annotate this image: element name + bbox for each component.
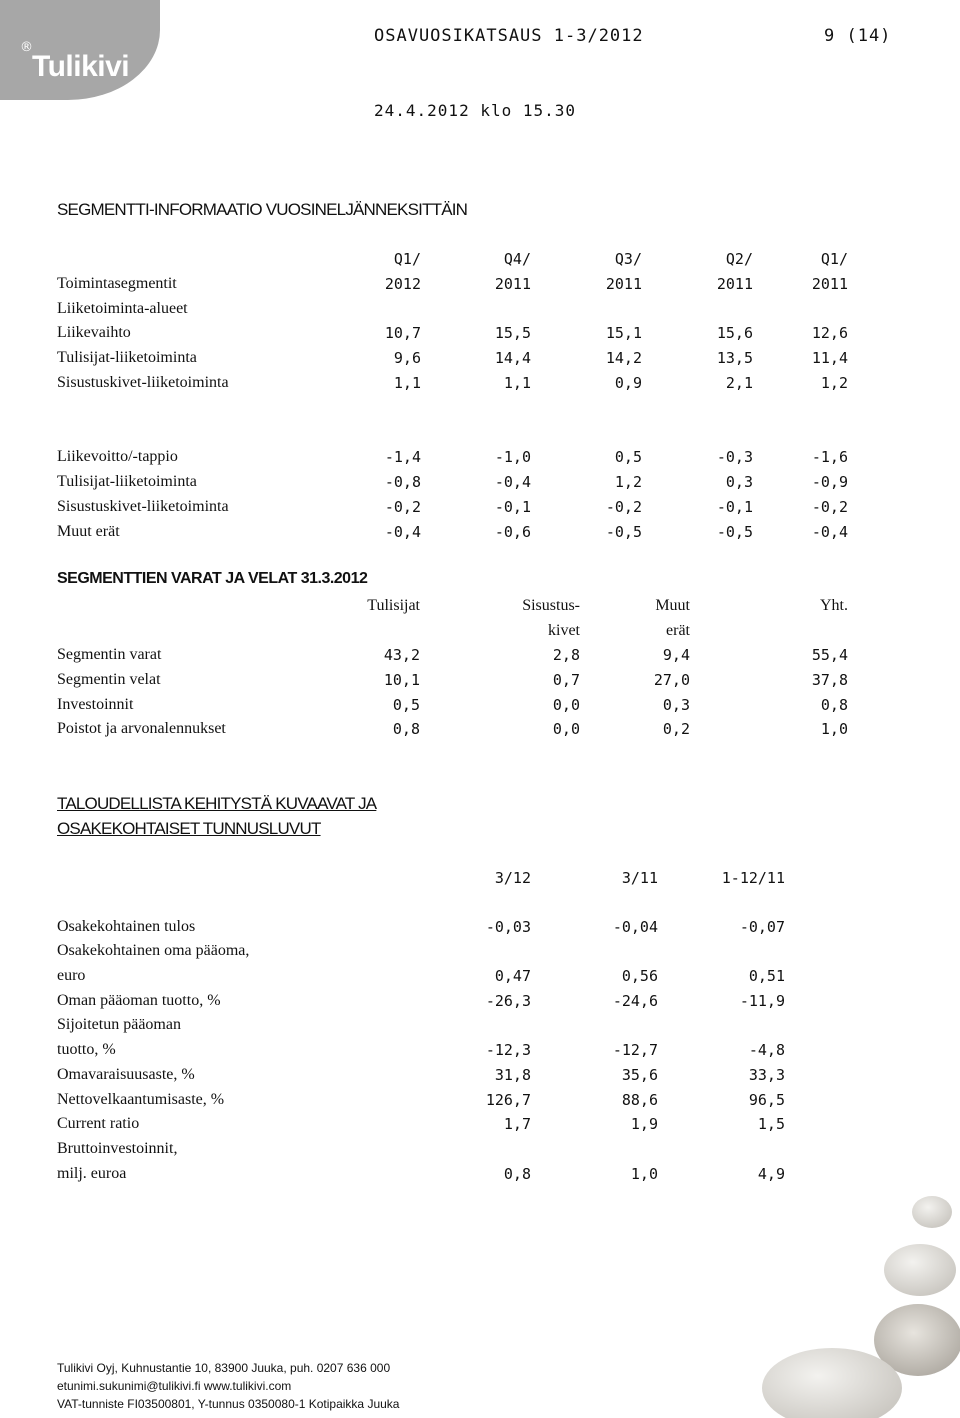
row-label: Sijoitetun pääoman — [57, 1016, 181, 1033]
table-cell: -0,2 — [811, 498, 848, 516]
table-cell: 13,5 — [716, 349, 753, 367]
table-cell: -0,2 — [384, 498, 421, 516]
table-cell: 0,47 — [494, 967, 531, 985]
table-cell: 0,8 — [392, 720, 420, 738]
row-label: Segmentin velat — [57, 671, 161, 688]
table-cell: -1,6 — [811, 448, 848, 466]
row-label: Bruttoinvestoinnit, — [57, 1140, 178, 1157]
row-label: Oman pääoman tuotto, % — [57, 992, 221, 1009]
table-cell: 1,1 — [393, 374, 421, 392]
table-cell: 14,2 — [605, 349, 642, 367]
column-header: 2011 — [605, 275, 642, 293]
table-cell: 0,3 — [662, 696, 690, 714]
column-header: 2011 — [494, 275, 531, 293]
table-cell: 14,4 — [494, 349, 531, 367]
row-label: Tulisijat-liiketoiminta — [57, 349, 197, 366]
table-cell: -0,4 — [811, 523, 848, 541]
table-cell: 0,3 — [725, 473, 753, 491]
page-number: 9 (14) — [824, 26, 892, 46]
table-cell: 1,1 — [503, 374, 531, 392]
logo-wordmark: Tulikivi — [32, 50, 130, 83]
table-cell: 1,7 — [503, 1115, 531, 1133]
row-label: Poistot ja arvonalennukset — [57, 720, 226, 737]
report-date: 24.4.2012 klo 15.30 — [374, 101, 577, 120]
footer-contact: etunimi.sukunimi@tulikivi.fi www.tulikivi.com — [57, 1379, 292, 1393]
table-cell: -0,1 — [494, 498, 531, 516]
table-cell: 0,0 — [552, 720, 580, 738]
table-cell: 1,5 — [757, 1115, 785, 1133]
table-cell: 1,2 — [820, 374, 848, 392]
table-cell: 9,4 — [662, 646, 690, 664]
table-cell: 55,4 — [811, 646, 848, 664]
table-cell: 12,6 — [811, 324, 848, 342]
table-cell: 11,4 — [811, 349, 848, 367]
row-label: Investoinnit — [57, 696, 134, 713]
column-header: 1-12/11 — [721, 869, 785, 887]
stones-image — [700, 1190, 960, 1418]
table-cell: -11,9 — [739, 992, 785, 1010]
table-cell: -0,03 — [485, 918, 531, 936]
table-cell: 10,7 — [384, 324, 421, 342]
column-header: 3/12 — [494, 869, 531, 887]
table-cell: -4,8 — [748, 1041, 785, 1059]
table-cell: 1,0 — [820, 720, 848, 738]
stone-shape — [912, 1196, 952, 1228]
table-cell: 0,8 — [820, 696, 848, 714]
row-header-label: Toimintasegmentit — [57, 275, 177, 292]
table-cell: -0,1 — [716, 498, 753, 516]
table-cell: 4,9 — [757, 1165, 785, 1183]
table-cell: 0,2 — [662, 720, 690, 738]
report-title: OSAVUOSIKATSAUS 1-3/2012 — [374, 26, 644, 46]
table-cell: 0,8 — [503, 1165, 531, 1183]
row-label: Osakekohtainen oma pääoma, — [57, 942, 250, 959]
row-label: euro — [57, 967, 86, 984]
table-cell: -26,3 — [485, 992, 531, 1010]
table-cell: -0,07 — [739, 918, 785, 936]
table-cell: -0,4 — [494, 473, 531, 491]
table-cell: 15,6 — [716, 324, 753, 342]
table-cell: 88,6 — [621, 1091, 658, 1109]
column-header: kivet — [548, 622, 580, 639]
table-cell: -0,9 — [811, 473, 848, 491]
row-label: Muut erät — [57, 523, 120, 540]
table-cell: 10,1 — [383, 671, 420, 689]
table-cell: -12,3 — [485, 1041, 531, 1059]
table-cell: 126,7 — [485, 1091, 531, 1109]
table-cell: 2,1 — [725, 374, 753, 392]
table-cell: 35,6 — [621, 1066, 658, 1084]
column-header: Yht. — [820, 597, 848, 614]
column-header: Q4/ — [503, 250, 531, 268]
column-header: Q1/ — [393, 250, 421, 268]
row-label: Liikevoitto/-tappio — [57, 448, 178, 465]
row-label: milj. euroa — [57, 1165, 127, 1182]
registered-mark: ® — [20, 40, 33, 55]
table-cell: -1,4 — [384, 448, 421, 466]
table-cell: 1,2 — [614, 473, 642, 491]
table-cell: 2,8 — [552, 646, 580, 664]
column-header: 2011 — [716, 275, 753, 293]
row-subheader: Liiketoiminta-alueet — [57, 300, 188, 317]
row-label: Sisustuskivet-liiketoiminta — [57, 498, 229, 515]
segment-quarterly-title: SEGMENTTI-INFORMAATIO VUOSINELJÄNNEKSITTÄIN — [57, 200, 468, 219]
table-cell: 0,51 — [748, 967, 785, 985]
row-label: Sisustuskivet-liiketoiminta — [57, 374, 229, 391]
column-header: Q2/ — [725, 250, 753, 268]
column-header: Muut — [655, 597, 690, 614]
table-cell: -0,5 — [605, 523, 642, 541]
table-cell: -1,0 — [494, 448, 531, 466]
row-label: tuotto, % — [57, 1041, 116, 1058]
column-header: Sisustus- — [522, 597, 580, 614]
segment-assets-title: SEGMENTTIEN VARAT JA VELAT 31.3.2012 — [57, 570, 368, 587]
row-label: Current ratio — [57, 1115, 140, 1132]
table-cell: -0,2 — [605, 498, 642, 516]
column-header: erät — [666, 622, 690, 639]
stone-shape — [884, 1244, 956, 1296]
table-cell: 1,0 — [630, 1165, 658, 1183]
table-cell: -12,7 — [612, 1041, 658, 1059]
table-cell: 43,2 — [383, 646, 420, 664]
table-cell: 0,5 — [392, 696, 420, 714]
table-cell: 9,6 — [393, 349, 421, 367]
key-figures-title-1: TALOUDELLISTA KEHITYSTÄ KUVAAVAT JA — [57, 794, 377, 813]
table-cell: -0,04 — [612, 918, 658, 936]
table-cell: 1,9 — [630, 1115, 658, 1133]
tulikivi-logo — [0, 0, 160, 100]
column-header: Tulisijat — [367, 597, 420, 614]
table-cell: -0,3 — [716, 448, 753, 466]
row-label: Segmentin varat — [57, 646, 162, 663]
table-cell: 15,1 — [605, 324, 642, 342]
table-cell: 33,3 — [748, 1066, 785, 1084]
row-label: Liikevaihto — [57, 324, 131, 341]
table-cell: -0,8 — [384, 473, 421, 491]
table-cell: 96,5 — [748, 1091, 785, 1109]
table-cell: 31,8 — [494, 1066, 531, 1084]
key-figures-title-2: OSAKEKOHTAISET TUNNUSLUVUT — [57, 819, 321, 838]
column-header: 3/11 — [621, 869, 658, 887]
row-label: Nettovelkaantumisaste, % — [57, 1091, 225, 1108]
table-cell: 0,5 — [614, 448, 642, 466]
table-cell: -0,4 — [384, 523, 421, 541]
column-header: 2012 — [384, 275, 421, 293]
row-label: Omavaraisuusaste, % — [57, 1066, 195, 1083]
row-label: Tulisijat-liiketoiminta — [57, 473, 197, 490]
table-cell: 0,9 — [614, 374, 642, 392]
table-cell: 0,0 — [552, 696, 580, 714]
table-cell: -0,5 — [716, 523, 753, 541]
table-cell: -24,6 — [612, 992, 658, 1010]
table-cell: -0,6 — [494, 523, 531, 541]
table-cell: 37,8 — [811, 671, 848, 689]
table-cell: 0,7 — [552, 671, 580, 689]
row-label: Osakekohtainen tulos — [57, 918, 196, 935]
table-cell: 15,5 — [494, 324, 531, 342]
column-header: Q1/ — [820, 250, 848, 268]
footer-address: Tulikivi Oyj, Kuhnustantie 10, 83900 Juuka, puh. 0207 636 000 — [57, 1361, 391, 1375]
column-header: 2011 — [811, 275, 848, 293]
table-cell: 0,56 — [621, 967, 658, 985]
column-header: Q3/ — [614, 250, 642, 268]
table-cell: 27,0 — [653, 671, 690, 689]
footer-vat: VAT-tunniste FI03500801, Y-tunnus 0350080-1 Kotipaikka Juuka — [57, 1397, 400, 1411]
